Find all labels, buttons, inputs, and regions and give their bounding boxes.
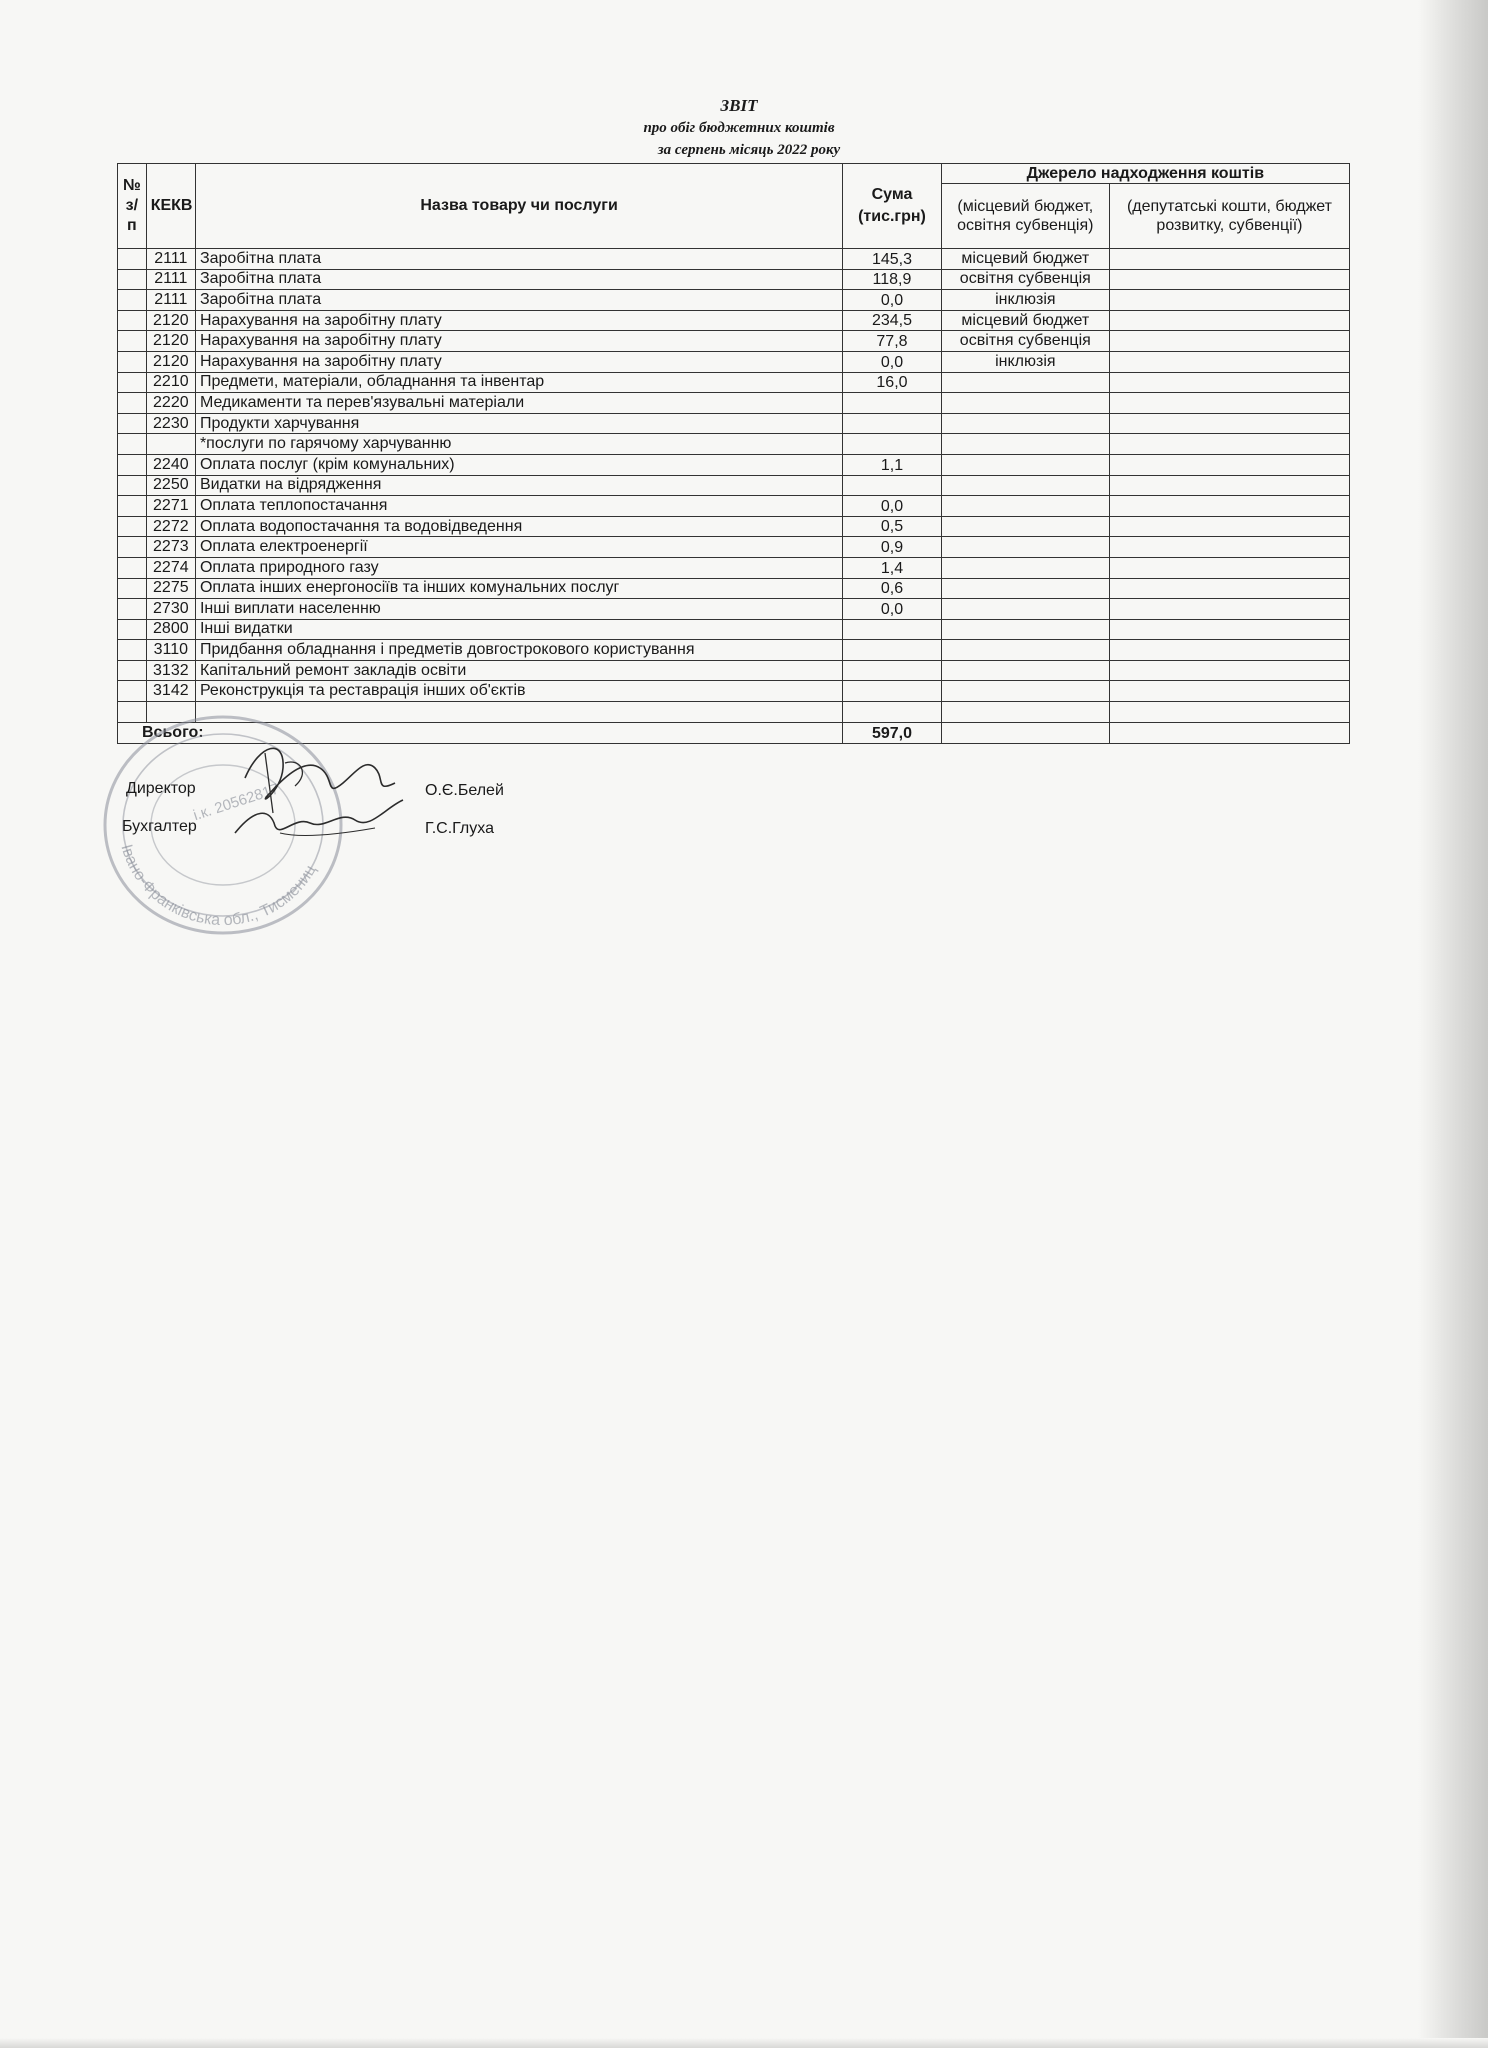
row-sum: 16,0 xyxy=(843,372,941,393)
row-source-local xyxy=(941,454,1109,475)
row-name: Видатки на відрядження xyxy=(195,475,842,496)
row-no xyxy=(118,434,147,455)
row-source-deputy xyxy=(1109,413,1349,434)
row-sum xyxy=(843,640,941,661)
row-kekv: 2111 xyxy=(146,269,195,290)
row-source-deputy xyxy=(1109,516,1349,537)
row-source-deputy xyxy=(1109,681,1349,702)
row-kekv: 2120 xyxy=(146,351,195,372)
row-sum: 1,1 xyxy=(843,454,941,475)
row-sum: 0,6 xyxy=(843,578,941,599)
row-source-deputy xyxy=(1109,269,1349,290)
row-no xyxy=(118,619,147,640)
table-row xyxy=(118,372,1350,393)
row-kekv: 2800 xyxy=(146,619,195,640)
row-source-deputy xyxy=(1109,475,1349,496)
table-row xyxy=(118,619,1350,640)
row-sum xyxy=(843,434,941,455)
row-source-local xyxy=(941,537,1109,558)
row-source-deputy xyxy=(1109,331,1349,352)
row-no xyxy=(118,393,147,414)
row-sum xyxy=(843,681,941,702)
row-no xyxy=(118,599,147,620)
row-name: Оплата електроенергії xyxy=(195,537,842,558)
row-source-local xyxy=(941,557,1109,578)
row-no xyxy=(118,331,147,352)
row-kekv: 2250 xyxy=(146,475,195,496)
row-no xyxy=(118,578,147,599)
table-row xyxy=(118,496,1350,517)
row-kekv: 2210 xyxy=(146,372,195,393)
table-row xyxy=(118,269,1350,290)
row-name: Капітальний ремонт закладів освіти xyxy=(195,660,842,681)
row-source-deputy xyxy=(1109,660,1349,681)
row-kekv: 2240 xyxy=(146,454,195,475)
table-body xyxy=(118,249,1350,723)
row-name: Інші видатки xyxy=(195,619,842,640)
row-name: Продукти харчування xyxy=(195,413,842,434)
row-source-local xyxy=(941,681,1109,702)
row-no xyxy=(118,537,147,558)
table-row xyxy=(118,249,1350,270)
report-subtitle: про обіг бюджетних коштів xyxy=(643,120,835,136)
row-source-local xyxy=(941,496,1109,517)
row-source-local xyxy=(941,578,1109,599)
row-source-deputy xyxy=(1109,640,1349,661)
header-name: Назва товару чи послуги xyxy=(195,164,842,249)
row-source-deputy xyxy=(1109,434,1349,455)
row-source-deputy xyxy=(1109,290,1349,311)
row-source-deputy xyxy=(1109,537,1349,558)
row-source-local xyxy=(941,640,1109,661)
row-source-local: освітня субвенція xyxy=(941,269,1109,290)
row-kekv: 2273 xyxy=(146,537,195,558)
row-name: Нарахування на заробітну плату xyxy=(195,331,842,352)
row-sum: 0,0 xyxy=(843,351,941,372)
row-name: Оплата природного газу xyxy=(195,557,842,578)
row-sum: 0,0 xyxy=(843,599,941,620)
row-sum: 0,0 xyxy=(843,496,941,517)
row-source-deputy xyxy=(1109,496,1349,517)
table-row xyxy=(118,290,1350,311)
row-source-deputy xyxy=(1109,578,1349,599)
row-no xyxy=(118,310,147,331)
budget-report-table xyxy=(117,163,1350,744)
row-kekv: 2730 xyxy=(146,599,195,620)
row-name: *послуги по гарячому харчуванню xyxy=(195,434,842,455)
scan-bottom-edge xyxy=(0,2038,1488,2048)
row-source-deputy xyxy=(1109,599,1349,620)
row-name: Заробітна плата xyxy=(195,249,842,270)
row-kekv: 2275 xyxy=(146,578,195,599)
row-source-local xyxy=(941,702,1109,723)
row-sum xyxy=(843,475,941,496)
row-source-deputy xyxy=(1109,351,1349,372)
row-kekv: 2111 xyxy=(146,249,195,270)
row-source-local xyxy=(941,599,1109,620)
header-source: Джерело надходження коштів xyxy=(941,164,1349,184)
accountant-role: Бухгалтер xyxy=(122,818,197,835)
row-name: Придбання обладнання і предметів довгострокового користування xyxy=(195,640,842,661)
row-no xyxy=(118,269,147,290)
row-name: Реконструкція та реставрація інших об'єктів xyxy=(195,681,842,702)
row-kekv: 2271 xyxy=(146,496,195,517)
stamp-outer-text: Івано-Франківська обл., Тисмениц xyxy=(117,842,320,930)
row-sum: 77,8 xyxy=(843,331,941,352)
row-sum: 1,4 xyxy=(843,557,941,578)
row-no xyxy=(118,372,147,393)
row-kekv: 2120 xyxy=(146,331,195,352)
row-source-local xyxy=(941,516,1109,537)
row-sum xyxy=(843,660,941,681)
row-source-local xyxy=(941,413,1109,434)
row-kekv: 3142 xyxy=(146,681,195,702)
row-no xyxy=(118,660,147,681)
scan-shadow-edge xyxy=(1418,0,1488,2048)
row-no xyxy=(118,475,147,496)
row-no xyxy=(118,557,147,578)
row-name: Предмети, матеріали, обладнання та інвентар xyxy=(195,372,842,393)
row-source-local: освітня субвенція xyxy=(941,331,1109,352)
row-source-local xyxy=(941,434,1109,455)
row-no xyxy=(118,351,147,372)
row-kekv: 2111 xyxy=(146,290,195,311)
row-source-local: місцевий бюджет xyxy=(941,249,1109,270)
row-source-deputy xyxy=(1109,702,1349,723)
row-source-local: інклюзія xyxy=(941,351,1109,372)
row-source-deputy xyxy=(1109,557,1349,578)
row-no xyxy=(118,681,147,702)
row-no xyxy=(118,454,147,475)
row-name: Інші виплати населенню xyxy=(195,599,842,620)
row-name: Нарахування на заробітну плату xyxy=(195,310,842,331)
row-kekv: 3110 xyxy=(146,640,195,661)
row-sum xyxy=(843,702,941,723)
table-row xyxy=(118,537,1350,558)
table-row xyxy=(118,516,1350,537)
row-sum: 0,0 xyxy=(843,290,941,311)
row-source-deputy xyxy=(1109,310,1349,331)
header-source-deputy: (депутатські кошти, бюджет розвитку, субвенції) xyxy=(1109,184,1349,249)
row-kekv: 2272 xyxy=(146,516,195,537)
row-source-local xyxy=(941,660,1109,681)
row-sum: 234,5 xyxy=(843,310,941,331)
row-kekv xyxy=(146,434,195,455)
accountant-name: Г.С.Глуха xyxy=(425,820,494,837)
row-source-deputy xyxy=(1109,249,1349,270)
table-row xyxy=(118,393,1350,414)
row-source-local: інклюзія xyxy=(941,290,1109,311)
header-source-local: (місцевий бюджет, освітня субвенція) xyxy=(941,184,1109,249)
row-source-deputy xyxy=(1109,619,1349,640)
table-row xyxy=(118,310,1350,331)
director-role: Директор xyxy=(126,780,196,797)
table-row xyxy=(118,578,1350,599)
table-row xyxy=(118,681,1350,702)
table-row xyxy=(118,331,1350,352)
table-row xyxy=(118,599,1350,620)
table-row xyxy=(118,557,1350,578)
report-title: ЗВІТ xyxy=(720,96,758,115)
row-name: Оплата водопостачання та водовідведення xyxy=(195,516,842,537)
table-row xyxy=(118,434,1350,455)
row-no xyxy=(118,413,147,434)
row-source-deputy xyxy=(1109,393,1349,414)
row-name: Заробітна плата xyxy=(195,290,842,311)
row-source-deputy xyxy=(1109,372,1349,393)
row-sum xyxy=(843,413,941,434)
director-name: О.Є.Белей xyxy=(425,782,504,799)
row-no xyxy=(118,516,147,537)
report-period: за серпень місяць 2022 року xyxy=(657,142,841,158)
table-row xyxy=(118,351,1350,372)
row-no xyxy=(118,290,147,311)
row-kekv: 2120 xyxy=(146,310,195,331)
row-sum: 0,5 xyxy=(843,516,941,537)
row-sum: 118,9 xyxy=(843,269,941,290)
row-sum: 0,9 xyxy=(843,537,941,558)
row-kekv: 2274 xyxy=(146,557,195,578)
row-name: Оплата теплопостачання xyxy=(195,496,842,517)
row-name: Оплата послуг (крім комунальних) xyxy=(195,454,842,475)
row-source-local: місцевий бюджет xyxy=(941,310,1109,331)
total-sum: 597,0 xyxy=(843,722,941,743)
row-source-local xyxy=(941,619,1109,640)
total-source-local xyxy=(941,722,1109,743)
header-no: № з/п xyxy=(118,164,147,249)
row-sum xyxy=(843,393,941,414)
row-no xyxy=(118,496,147,517)
table-row xyxy=(118,475,1350,496)
row-kekv: 3132 xyxy=(146,660,195,681)
row-sum xyxy=(843,619,941,640)
row-sum: 145,3 xyxy=(843,249,941,270)
header-kekv: КЕКВ xyxy=(146,164,195,249)
row-name: Оплата інших енергоносіїв та інших комунальних послуг xyxy=(195,578,842,599)
report-title-block xyxy=(0,95,1488,161)
row-name: Заробітна плата xyxy=(195,269,842,290)
row-name: Медикаменти та перев'язувальні матеріали xyxy=(195,393,842,414)
row-source-local xyxy=(941,372,1109,393)
table-row xyxy=(118,454,1350,475)
signature-scribbles xyxy=(225,738,410,848)
row-no xyxy=(118,249,147,270)
row-source-deputy xyxy=(1109,454,1349,475)
row-name: Нарахування на заробітну плату xyxy=(195,351,842,372)
row-kekv: 2220 xyxy=(146,393,195,414)
row-no xyxy=(118,640,147,661)
total-source-deputy xyxy=(1109,722,1349,743)
row-source-local xyxy=(941,393,1109,414)
table-row xyxy=(118,640,1350,661)
row-source-local xyxy=(941,475,1109,496)
row-kekv: 2230 xyxy=(146,413,195,434)
stamp-code: і.к. 20562817 xyxy=(191,780,282,825)
header-sum: Сума (тис.грн) xyxy=(843,164,941,249)
total-label: Всього: xyxy=(118,722,843,743)
table-row xyxy=(118,660,1350,681)
table-row xyxy=(118,413,1350,434)
